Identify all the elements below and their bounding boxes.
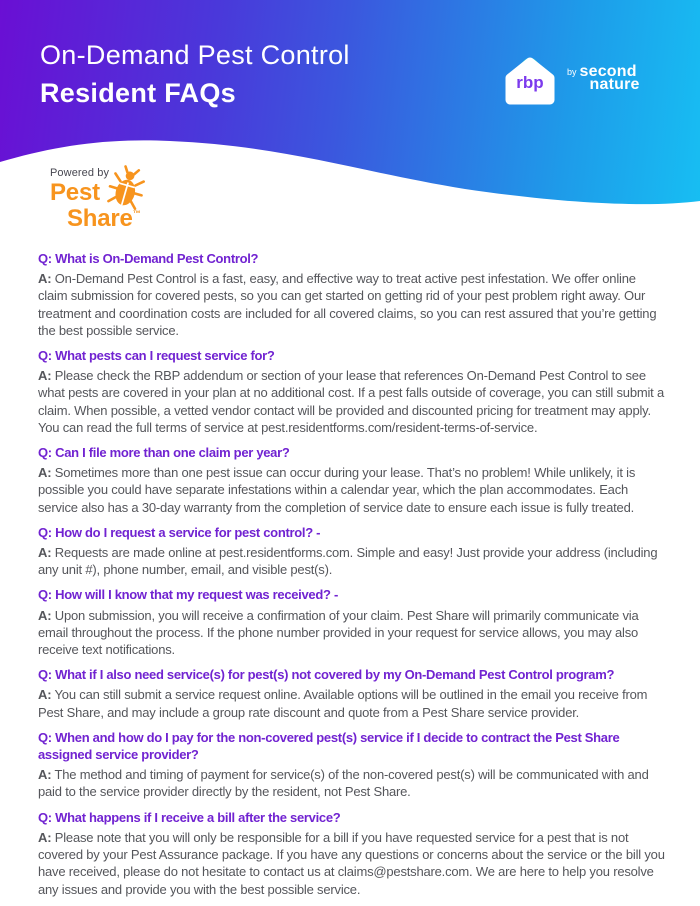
- question-prefix: Q:: [38, 445, 52, 461]
- faq-question: Q: What happens if I receive a bill after the service?: [38, 809, 341, 825]
- faq-answer: A: Please note that you will only be responsible for a bill if you have requested service for a pest that is not covered by your Pest Assurance package. If you have any questions or concerns about the service or the bill you have received, please do not hesitate to contact us at claims@pestshare.com. We are here to help you resolve any issues and provide you with the best possible service.: [38, 829, 665, 897]
- faq-answer: A: Please check the RBP addendum or section of your lease that references On-Demand Pest Control to see what pests are covered in your plan at no additional cost. If a pest falls outside of coverage, you can still submit a claim. When possible, a vetted vendor contact will be provided and discounted pricing for treatment may apply. You can read the full terms of service at pest.residentforms.com/resident-terms-of-service.: [38, 368, 665, 435]
- page-subtitle: Resident FAQs: [40, 78, 236, 108]
- faq-answer: A: On-Demand Pest Control is a fast, easy, and effective way to treat active pest infestation. We offer online claim submission for covered pests, so you can get started on getting rid of your pest problem right away. Our treatment and coordination costs are included for all covered claims, so you can rest assured that you’re getting the best possible service.: [38, 271, 657, 338]
- faq-question: Q: How do I request a service for pest control? -: [38, 524, 321, 540]
- second-nature-wordmark: [580, 65, 640, 91]
- second-nature-line2: nature: [589, 76, 640, 93]
- faq-list: [0, 240, 700, 898]
- pest-share-word1: Pest: [50, 179, 100, 206]
- faq-question: Q: Can I file more than one claim per year?: [38, 445, 290, 461]
- second-nature-line1: second: [579, 63, 637, 80]
- question-prefix: Q:: [38, 251, 52, 266]
- answer-prefix: A:: [38, 465, 52, 481]
- page-title: On-Demand Pest Control: [40, 40, 350, 70]
- question-prefix: Q:: [38, 667, 52, 683]
- faq-question: Q: What is On-Demand Pest Control?: [38, 251, 259, 266]
- question-prefix: Q:: [38, 348, 52, 364]
- answer-prefix: A:: [38, 607, 52, 623]
- question-prefix: Q:: [38, 587, 52, 603]
- beetle-icon: [107, 165, 145, 215]
- question-prefix: Q:: [38, 809, 52, 825]
- answer-prefix: A:: [38, 368, 52, 384]
- page-header: [0, 0, 700, 240]
- rbp-second-nature-brand: [502, 52, 640, 108]
- answer-prefix: A:: [38, 545, 52, 561]
- answer-prefix: A:: [38, 687, 52, 703]
- question-prefix: Q:: [38, 729, 52, 745]
- faq-answer: A: Requests are made online at pest.residentforms.com. Simple and easy! Just provide your address (including any unit #), phone number, email, and visible pest(s).: [38, 545, 658, 578]
- faq-answer: A: The method and timing of payment for service(s) of the non-covered pest(s) will be communicated with and paid to the service provider directly by the resident, not Pest Share.: [38, 767, 649, 800]
- powered-by-label: Powered by: [50, 167, 110, 179]
- faq-answer: A: You can still submit a service request online. Available options will be outlined in the email you receive from Pest Share, and may include a group rate discount and quote from a Pest Share service provider.: [38, 687, 648, 720]
- faq-question: Q: What pests can I request service for?: [38, 348, 275, 364]
- answer-prefix: A:: [38, 829, 52, 845]
- pest-share-word2: Share™: [67, 205, 141, 232]
- faq-question: Q: What if I also need service(s) for pest(s) not covered by my On-Demand Pest Control program?: [38, 667, 615, 683]
- second-nature-logo: [567, 65, 640, 91]
- pest-share-wordmark: [50, 179, 210, 232]
- question-prefix: Q:: [38, 524, 52, 540]
- answer-prefix: A:: [38, 767, 52, 783]
- faq-question: Q: When and how do I pay for the non-covered pest(s) service if I decide to contract the Pest Share assigned service provider?: [38, 729, 620, 763]
- faq-answer: A: Upon submission, you will receive a confirmation of your claim. Pest Share will primarily communicate via email throughout the process. If the phone number provided in your request for service allows, you may also receive text notifications.: [38, 607, 639, 658]
- faq-answer: A: Sometimes more than one pest issue can occur during your lease. That’s no problem! While unlikely, it is possible you could have separate infestations within a calendar year, which the plan accommodates. Each service also has a 30-day warranty from the completion of service date to ensure each issue is fully treated.: [38, 465, 636, 515]
- rbp-logo-text: rbp: [516, 73, 544, 92]
- trademark-symbol: ™: [132, 209, 141, 218]
- answer-prefix: A:: [38, 271, 52, 287]
- rbp-house-icon: [502, 52, 558, 108]
- by-label: by: [567, 67, 577, 77]
- faq-question: Q: How will I know that my request was received? -: [38, 587, 338, 603]
- header-title-block: [40, 40, 350, 109]
- pest-share-logo: [50, 167, 210, 232]
